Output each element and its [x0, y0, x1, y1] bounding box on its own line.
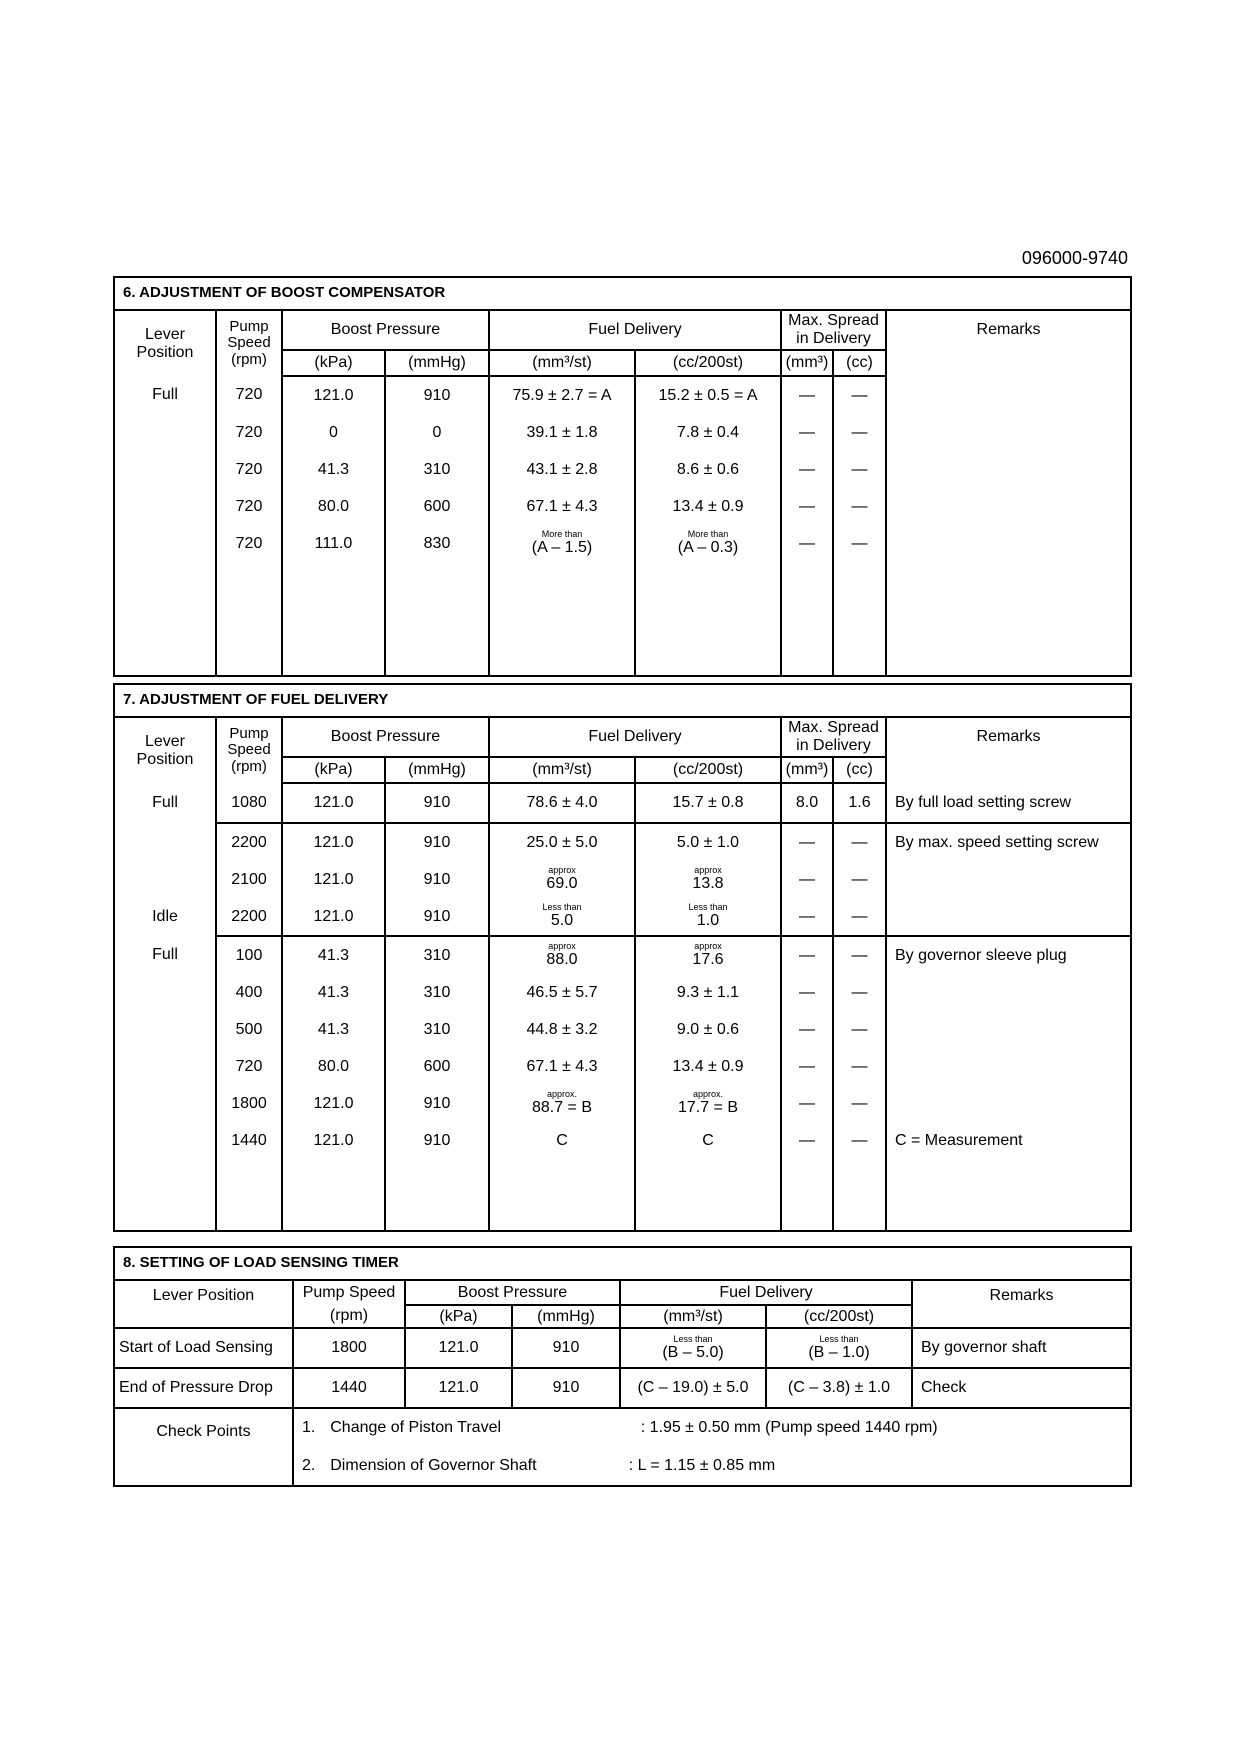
- remarks-header: Remarks: [886, 717, 1131, 783]
- fuel-delivery-cc-cell: [635, 1122, 781, 1159]
- lever-position-cell: [114, 488, 216, 525]
- pump-speed-header: Pump Speed (rpm): [216, 310, 282, 376]
- value-text: C: [702, 1131, 714, 1149]
- fuel-delivery-cc-cell: [635, 1048, 781, 1085]
- cc200st-unit: (cc/200st): [766, 1305, 912, 1328]
- fuel-delivery-table: [113, 683, 1132, 1232]
- remarks-header: Remarks: [886, 310, 1131, 376]
- table-row: [114, 1328, 1131, 1368]
- spread-cc-cell: —: [833, 1048, 886, 1085]
- pump-speed-cell: 1800: [293, 1328, 405, 1368]
- mmhg-unit: (mmHg): [385, 350, 489, 376]
- check-point-num: 2.: [302, 1457, 316, 1475]
- kpa-cell: 121.0: [282, 783, 385, 823]
- pump-speed-cell: 2200: [216, 898, 282, 936]
- mmhg-cell: 910: [512, 1328, 620, 1368]
- remarks-cell: [886, 861, 1131, 898]
- kpa-cell: 121.0: [282, 823, 385, 861]
- kpa-cell: 41.3: [282, 1011, 385, 1048]
- fuel-delivery-mm3-cell: [489, 1122, 635, 1159]
- spread-cc-cell: —: [833, 974, 886, 1011]
- value-text: 44.8 ± 3.2: [526, 1020, 598, 1038]
- mm3st-unit: (mm³/st): [620, 1305, 766, 1328]
- lever-position-cell: [114, 1048, 216, 1085]
- boost-pressure-header: Boost Pressure: [282, 717, 489, 757]
- check-point-value: : L = 1.15 ± 0.85 mm: [628, 1457, 776, 1475]
- lever-position-cell: [114, 1011, 216, 1048]
- lever-position-cell: [114, 823, 216, 861]
- kpa-cell: 80.0: [282, 488, 385, 525]
- spread-mm3-cell: —: [781, 1085, 833, 1122]
- value-text: 67.1 ± 4.3: [526, 497, 598, 515]
- pump-speed-cell: 720: [216, 1048, 282, 1085]
- fuel-delivery-mm3-cell: [489, 936, 635, 974]
- mmhg-cell: 910: [385, 783, 489, 823]
- spread-cc-cell: —: [833, 898, 886, 936]
- lever-position-cell: [114, 974, 216, 1011]
- spread-mm3-cell: —: [781, 488, 833, 525]
- remarks-cell: [886, 974, 1131, 1011]
- kpa-cell: 121.0: [282, 861, 385, 898]
- value-text: C: [556, 1131, 568, 1149]
- table-row: [114, 898, 1131, 936]
- kpa-cell: 121.0: [282, 376, 385, 414]
- pump-speed-cell: 720: [216, 376, 282, 414]
- mmhg-cell: 310: [385, 1011, 489, 1048]
- cc-unit: (cc): [833, 757, 886, 783]
- lever-position-cell: [114, 1085, 216, 1122]
- kpa-unit: (kPa): [405, 1305, 512, 1328]
- fuel-delivery-header: Fuel Delivery: [489, 310, 781, 350]
- mmhg-cell: 910: [385, 376, 489, 414]
- mmhg-cell: 600: [385, 1048, 489, 1085]
- boost-compensator-table: [113, 276, 1132, 677]
- remarks-cell: [886, 898, 1131, 936]
- spread-mm3-cell: —: [781, 898, 833, 936]
- table-row: [114, 525, 1131, 562]
- table-row: [114, 783, 1131, 823]
- kpa-cell: 41.3: [282, 451, 385, 488]
- kpa-cell: 41.3: [282, 974, 385, 1011]
- value-text: 75.9 ± 2.7 = A: [512, 386, 612, 404]
- remarks-cell: [886, 376, 1131, 414]
- mmhg-cell: 0: [385, 414, 489, 451]
- lever-position-cell: [114, 414, 216, 451]
- fuel-delivery-mm3-cell: [620, 1368, 766, 1408]
- spread-cc-cell: —: [833, 451, 886, 488]
- mmhg-unit: (mmHg): [385, 757, 489, 783]
- table-row: [114, 1048, 1131, 1085]
- value-text: 13.4 ± 0.9: [672, 1057, 744, 1075]
- kpa-cell: 121.0: [405, 1368, 512, 1408]
- table-row: [114, 936, 1131, 974]
- kpa-cell: 121.0: [282, 1122, 385, 1159]
- value-text: 8.6 ± 0.6: [676, 460, 740, 478]
- check-points-label: Check Points: [114, 1408, 293, 1486]
- pump-speed-cell: 2200: [216, 823, 282, 861]
- value-text: (C – 3.8) ± 1.0: [787, 1379, 891, 1397]
- section-8-title: 8. SETTING OF LOAD SENSING TIMER: [114, 1247, 1131, 1280]
- value-text: 88.7 = B: [531, 1099, 593, 1117]
- table-row: [114, 861, 1131, 898]
- table-row: [114, 488, 1131, 525]
- fuel-delivery-cc-cell: [635, 823, 781, 861]
- fuel-delivery-cc-cell: [635, 451, 781, 488]
- table-row: [114, 414, 1131, 451]
- remarks-cell: [886, 451, 1131, 488]
- cc200st-unit: (cc/200st): [635, 757, 781, 783]
- remarks-cell: [886, 1085, 1131, 1122]
- mmhg-cell: 600: [385, 488, 489, 525]
- remarks-cell: [886, 525, 1131, 562]
- spread-cc-cell: —: [833, 823, 886, 861]
- value-qualifier: approx: [694, 865, 722, 876]
- value-text: (C – 19.0) ± 5.0: [637, 1379, 749, 1397]
- spread-mm3-cell: —: [781, 525, 833, 562]
- pump-speed-cell: 1440: [293, 1368, 405, 1408]
- fuel-delivery-mm3-cell: [489, 525, 635, 562]
- fuel-delivery-mm3-cell: [489, 1085, 635, 1122]
- fuel-delivery-cc-cell: [635, 1085, 781, 1122]
- value-text: 39.1 ± 1.8: [526, 423, 598, 441]
- value-text: (A – 1.5): [531, 539, 593, 557]
- value-qualifier: Less than: [542, 902, 582, 913]
- pump-speed-cell: 2100: [216, 861, 282, 898]
- fuel-delivery-mm3-cell: [489, 1011, 635, 1048]
- fuel-delivery-cc-cell: [635, 861, 781, 898]
- mmhg-cell: 910: [385, 861, 489, 898]
- value-text: 67.1 ± 4.3: [526, 1057, 598, 1075]
- remarks-cell: By full load setting screw: [886, 783, 1131, 823]
- check-point-1: [293, 1408, 1131, 1447]
- spread-cc-cell: —: [833, 936, 886, 974]
- mm3-unit: (mm³): [781, 757, 833, 783]
- remarks-cell: [886, 1011, 1131, 1048]
- lever-position-cell: [114, 861, 216, 898]
- fuel-delivery-cc-cell: [635, 898, 781, 936]
- value-text: 78.6 ± 4.0: [526, 794, 598, 812]
- check-point-num: 1.: [302, 1419, 316, 1437]
- table-row: [114, 1011, 1131, 1048]
- value-qualifier: More than: [687, 529, 729, 540]
- fuel-delivery-cc-cell: [766, 1328, 912, 1368]
- document-number: 096000-9740: [1021, 248, 1128, 268]
- mmhg-cell: 310: [385, 451, 489, 488]
- kpa-cell: 121.0: [282, 1085, 385, 1122]
- remarks-cell: By governor sleeve plug: [886, 936, 1131, 974]
- pump-speed-cell: 400: [216, 974, 282, 1011]
- kpa-unit: (kPa): [282, 757, 385, 783]
- spread-mm3-cell: —: [781, 376, 833, 414]
- cc200st-unit: (cc/200st): [635, 350, 781, 376]
- check-point-name: Change of Piston Travel: [330, 1419, 502, 1437]
- remarks-cell: [886, 488, 1131, 525]
- mmhg-cell: 830: [385, 525, 489, 562]
- pump-speed-cell: 1800: [216, 1085, 282, 1122]
- kpa-cell: 41.3: [282, 936, 385, 974]
- lever-position-cell: [114, 1122, 216, 1159]
- spread-mm3-cell: —: [781, 1048, 833, 1085]
- table-row: [114, 974, 1131, 1011]
- kpa-cell: 121.0: [405, 1328, 512, 1368]
- mmhg-cell: 910: [385, 1085, 489, 1122]
- value-qualifier: Less than: [819, 1333, 859, 1344]
- fuel-delivery-cc-cell: [635, 525, 781, 562]
- section-7-title: 7. ADJUSTMENT OF FUEL DELIVERY: [114, 684, 1131, 717]
- spread-cc-cell: —: [833, 1085, 886, 1122]
- value-qualifier: approx.: [692, 1089, 724, 1100]
- spread-cc-cell: —: [833, 1122, 886, 1159]
- spread-cc-cell: —: [833, 414, 886, 451]
- value-qualifier: approx: [694, 941, 722, 952]
- value-text: 25.0 ± 5.0: [526, 833, 598, 851]
- kpa-cell: 111.0: [282, 525, 385, 562]
- table-row: [114, 1122, 1131, 1159]
- fuel-delivery-header: Fuel Delivery: [620, 1280, 912, 1305]
- remarks-cell: [886, 1048, 1131, 1085]
- value-qualifier: Less than: [688, 902, 728, 913]
- lever-position-cell: [114, 451, 216, 488]
- fuel-delivery-cc-cell: [766, 1368, 912, 1408]
- remarks-cell: By governor shaft: [912, 1328, 1131, 1368]
- fuel-delivery-mm3-cell: [489, 376, 635, 414]
- remarks-cell: C = Measurement: [886, 1122, 1131, 1159]
- fuel-delivery-mm3-cell: [489, 488, 635, 525]
- spread-cc-cell: —: [833, 376, 886, 414]
- kpa-unit: (kPa): [282, 350, 385, 376]
- value-qualifier: Less than: [673, 1333, 713, 1344]
- value-text: 46.5 ± 5.7: [526, 983, 598, 1001]
- kpa-cell: 80.0: [282, 1048, 385, 1085]
- fuel-delivery-cc-cell: [635, 376, 781, 414]
- fuel-delivery-mm3-cell: [489, 898, 635, 936]
- value-text: 88.0: [546, 951, 578, 969]
- lever-position-cell: Idle: [114, 898, 216, 936]
- lever-position-header: Lever Position: [114, 717, 216, 783]
- lever-position-cell: Full: [114, 783, 216, 823]
- fuel-delivery-mm3-cell: [620, 1328, 766, 1368]
- spread-mm3-cell: —: [781, 1011, 833, 1048]
- value-qualifier: approx.: [546, 1089, 578, 1100]
- lever-position-cell: Full: [114, 936, 216, 974]
- value-text: 17.7 = B: [677, 1099, 739, 1117]
- fuel-delivery-mm3-cell: [489, 823, 635, 861]
- mmhg-cell: 910: [385, 898, 489, 936]
- table-row: [114, 823, 1131, 861]
- table-row: [114, 1368, 1131, 1408]
- mmhg-cell: 310: [385, 974, 489, 1011]
- spread-mm3-cell: —: [781, 414, 833, 451]
- max-spread-header: Max. Spread in Delivery: [781, 717, 886, 757]
- pump-speed-cell: 1080: [216, 783, 282, 823]
- spread-cc-cell: —: [833, 1011, 886, 1048]
- fuel-delivery-mm3-cell: [489, 451, 635, 488]
- value-text: 1.0: [696, 912, 720, 930]
- spread-mm3-cell: —: [781, 823, 833, 861]
- spread-mm3-cell: 8.0: [781, 783, 833, 823]
- section-6-title: 6. ADJUSTMENT OF BOOST COMPENSATOR: [114, 277, 1131, 310]
- spread-cc-cell: —: [833, 861, 886, 898]
- value-text: 15.2 ± 0.5 = A: [658, 386, 758, 404]
- fuel-delivery-mm3-cell: [489, 414, 635, 451]
- mmhg-cell: 910: [512, 1368, 620, 1408]
- spread-mm3-cell: —: [781, 1122, 833, 1159]
- fuel-delivery-mm3-cell: [489, 783, 635, 823]
- rpm-unit: (rpm): [293, 1305, 405, 1328]
- fuel-delivery-mm3-cell: [489, 1048, 635, 1085]
- fuel-delivery-header: Fuel Delivery: [489, 717, 781, 757]
- value-qualifier: More than: [541, 529, 583, 540]
- mm3-unit: (mm³): [781, 350, 833, 376]
- fuel-delivery-mm3-cell: [489, 861, 635, 898]
- lever-position-cell: Full: [114, 376, 216, 414]
- fuel-delivery-cc-cell: [635, 936, 781, 974]
- spread-cc-cell: —: [833, 488, 886, 525]
- cc-unit: (cc): [833, 350, 886, 376]
- check-point-2: [293, 1447, 1131, 1486]
- spread-mm3-cell: —: [781, 861, 833, 898]
- value-qualifier: approx: [548, 941, 576, 952]
- remarks-cell: By max. speed setting screw: [886, 823, 1131, 861]
- pump-speed-header: Pump Speed (rpm): [216, 717, 282, 783]
- fuel-delivery-cc-cell: [635, 488, 781, 525]
- check-point-value: : 1.95 ± 0.50 mm (Pump speed 1440 rpm): [640, 1419, 938, 1437]
- value-text: 5.0: [550, 912, 574, 930]
- value-text: 13.8: [692, 875, 724, 893]
- value-text: (B – 5.0): [662, 1343, 724, 1361]
- spread-mm3-cell: —: [781, 974, 833, 1011]
- pump-speed-cell: 720: [216, 488, 282, 525]
- value-text: 9.0 ± 0.6: [676, 1020, 740, 1038]
- mm3st-unit: (mm³/st): [489, 350, 635, 376]
- fuel-delivery-cc-cell: [635, 974, 781, 1011]
- spread-cc-cell: —: [833, 525, 886, 562]
- value-text: 69.0: [546, 875, 578, 893]
- fuel-delivery-cc-cell: [635, 783, 781, 823]
- pump-speed-header: Pump Speed: [293, 1280, 405, 1305]
- pump-speed-cell: 720: [216, 414, 282, 451]
- pump-speed-cell: 1440: [216, 1122, 282, 1159]
- mmhg-cell: 910: [385, 823, 489, 861]
- lever-position-cell: [114, 525, 216, 562]
- value-text: 15.7 ± 0.8: [672, 794, 744, 812]
- value-text: 5.0 ± 1.0: [676, 833, 740, 851]
- value-text: 17.6: [692, 951, 724, 969]
- value-text: (B – 1.0): [808, 1343, 870, 1361]
- mmhg-cell: 310: [385, 936, 489, 974]
- boost-pressure-header: Boost Pressure: [282, 310, 489, 350]
- value-text: 13.4 ± 0.9: [672, 497, 744, 515]
- pump-speed-cell: 720: [216, 451, 282, 488]
- lever-position-header: Lever Position: [114, 1280, 293, 1328]
- table-row: [114, 1085, 1131, 1122]
- mm3st-unit: (mm³/st): [489, 757, 635, 783]
- lever-position-cell: Start of Load Sensing: [114, 1328, 293, 1368]
- table-row: [114, 451, 1131, 488]
- pump-speed-cell: 100: [216, 936, 282, 974]
- remarks-header: Remarks: [912, 1280, 1131, 1328]
- kpa-cell: 121.0: [282, 898, 385, 936]
- check-point-name: Dimension of Governor Shaft: [330, 1457, 537, 1475]
- spread-cc-cell: 1.6: [833, 783, 886, 823]
- fuel-delivery-cc-cell: [635, 1011, 781, 1048]
- mmhg-unit: (mmHg): [512, 1305, 620, 1328]
- value-text: 7.8 ± 0.4: [676, 423, 740, 441]
- spread-mm3-cell: —: [781, 936, 833, 974]
- value-text: 9.3 ± 1.1: [676, 983, 740, 1001]
- value-qualifier: approx: [548, 865, 576, 876]
- boost-pressure-header: Boost Pressure: [405, 1280, 620, 1305]
- spread-mm3-cell: —: [781, 451, 833, 488]
- lever-position-cell: End of Pressure Drop: [114, 1368, 293, 1408]
- fuel-delivery-mm3-cell: [489, 974, 635, 1011]
- lever-position-header: Lever Position: [114, 310, 216, 376]
- remarks-cell: [886, 414, 1131, 451]
- value-text: (A – 0.3): [677, 539, 739, 557]
- value-text: 43.1 ± 2.8: [526, 460, 598, 478]
- max-spread-header: Max. Spread in Delivery: [781, 310, 886, 350]
- remarks-cell: Check: [912, 1368, 1131, 1408]
- pump-speed-cell: 720: [216, 525, 282, 562]
- table-row: [114, 376, 1131, 414]
- kpa-cell: 0: [282, 414, 385, 451]
- mmhg-cell: 910: [385, 1122, 489, 1159]
- pump-speed-cell: 500: [216, 1011, 282, 1048]
- load-sensing-timer-table: [113, 1246, 1132, 1487]
- fuel-delivery-cc-cell: [635, 414, 781, 451]
